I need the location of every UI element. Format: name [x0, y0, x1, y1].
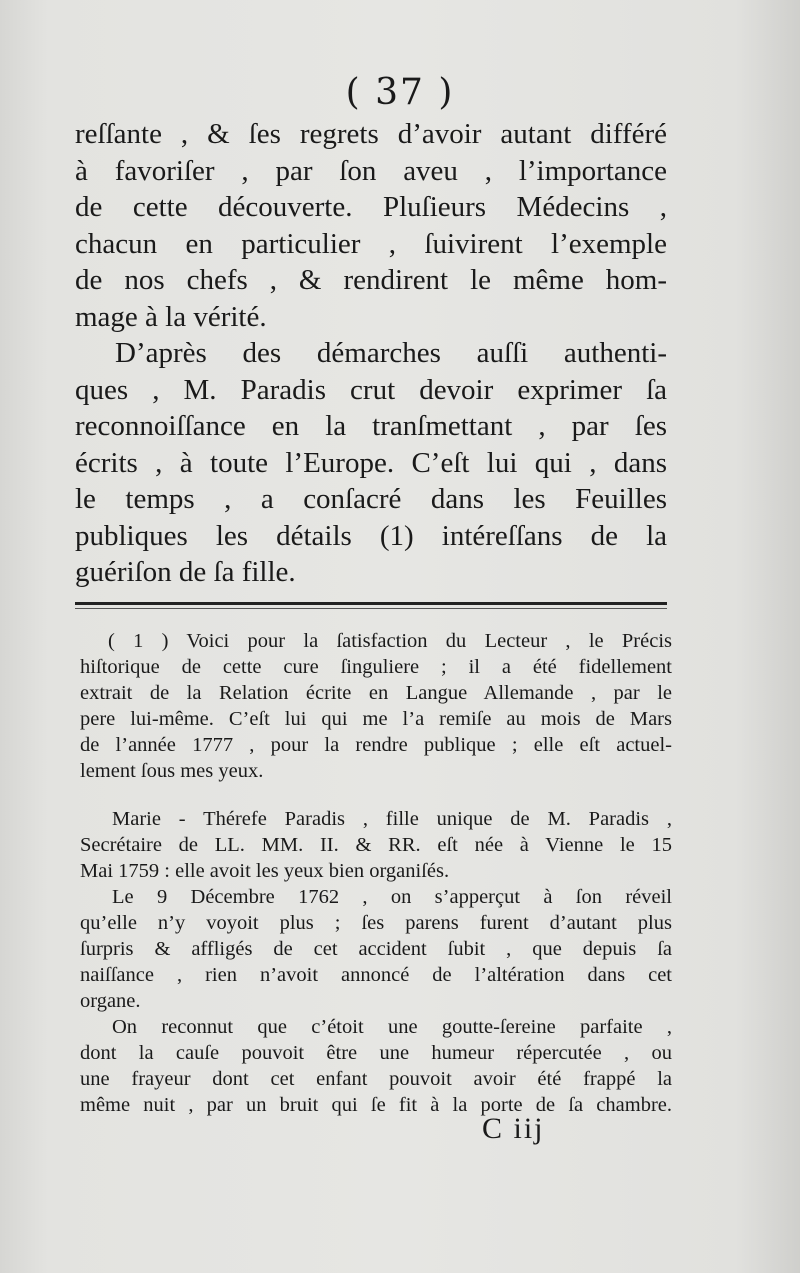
text-line: à favoriſer , par ſon aveu , l’importance	[75, 154, 667, 187]
footnote-line: pere lui-même. C’eſt lui qui me l’a remiſe au mois de Mars	[80, 708, 672, 730]
text-line: chacun en particulier , ſuivirent l’exemple	[75, 227, 667, 260]
footnote	[80, 628, 672, 784]
footnote-line: qu’elle n’y voyoit plus ; ſes parens furent d’autant plus	[80, 912, 672, 934]
footnote-line: une frayeur dont cet enfant pouvoit avoir été frappé la	[80, 1068, 672, 1090]
main-text	[75, 116, 667, 591]
text-line: D’après des démarches auſſi authenti-	[115, 337, 667, 369]
text-line: reſſante , & ſes regrets d’avoir autant différé	[75, 118, 667, 150]
signature-mark: C iij	[482, 1112, 545, 1145]
footnote-line: lement ſous mes yeux.	[80, 760, 264, 782]
footnote-line: On reconnut que c’étoit une goutte-ſereine parfaite ,	[112, 1016, 672, 1038]
footnote-line: organe.	[80, 990, 141, 1012]
footnote-line: Secrétaire de LL. MM. II. & RR. eſt née à Vienne le 15	[80, 834, 672, 856]
footnote-line: de l’année 1777 , pour la rendre publique ; elle eſt actuel-	[80, 734, 672, 756]
footnote-line: même nuit , par un bruit qui ſe fit à la porte de ſa chambre.	[80, 1094, 672, 1116]
page-number: ( 37 )	[345, 72, 455, 113]
text-line: de cette découverte. Pluſieurs Médecins ,	[75, 191, 667, 223]
text-line: mage à la vérité.	[75, 300, 267, 333]
footnote-line: hiſtorique de cette cure ſinguliere ; il a été fidellement	[80, 656, 672, 678]
footnote-line: naiſſance , rien n’avoit annoncé de l’altération dans cet	[80, 964, 672, 986]
footnote-line: ſurpris & affligés de cet accident ſubit , que depuis ſa	[80, 938, 672, 960]
footnote-line: ( 1 ) Voici pour la ſatisfaction du Lecteur , le Précis	[108, 630, 672, 652]
footnote-divider	[75, 602, 667, 609]
footnote-line: Mai 1759 : elle avoit les yeux bien organiſés.	[80, 860, 450, 882]
footnote-paragraph	[80, 806, 672, 1118]
text-line: guériſon de ſa fille.	[75, 556, 296, 588]
footnote-line: Le 9 Décembre 1762 , on s’apperçut à ſon réveil	[112, 886, 672, 908]
text-line: écrits , à toute l’Europe. C’eſt lui qui , dans	[75, 446, 667, 479]
footnote-line: dont la cauſe pouvoit être une humeur répercutée , ou	[80, 1042, 672, 1064]
text-line: ques , M. Paradis crut devoir exprimer ſa	[75, 373, 667, 406]
text-line: reconnoiſſance en la tranſmettant , par ſes	[75, 410, 667, 442]
footnote-line: extrait de la Relation écrite en Langue Allemande , par le	[80, 682, 672, 704]
text-line: publiques les détails (1) intéreſſans de la	[75, 519, 667, 552]
footnote-line: Marie - Thérefe Paradis , fille unique de M. Paradis ,	[112, 808, 672, 830]
text-line: le temps , a conſacré dans les Feuilles	[75, 483, 667, 515]
text-line: de nos chefs , & rendirent le même hom-	[75, 264, 667, 296]
